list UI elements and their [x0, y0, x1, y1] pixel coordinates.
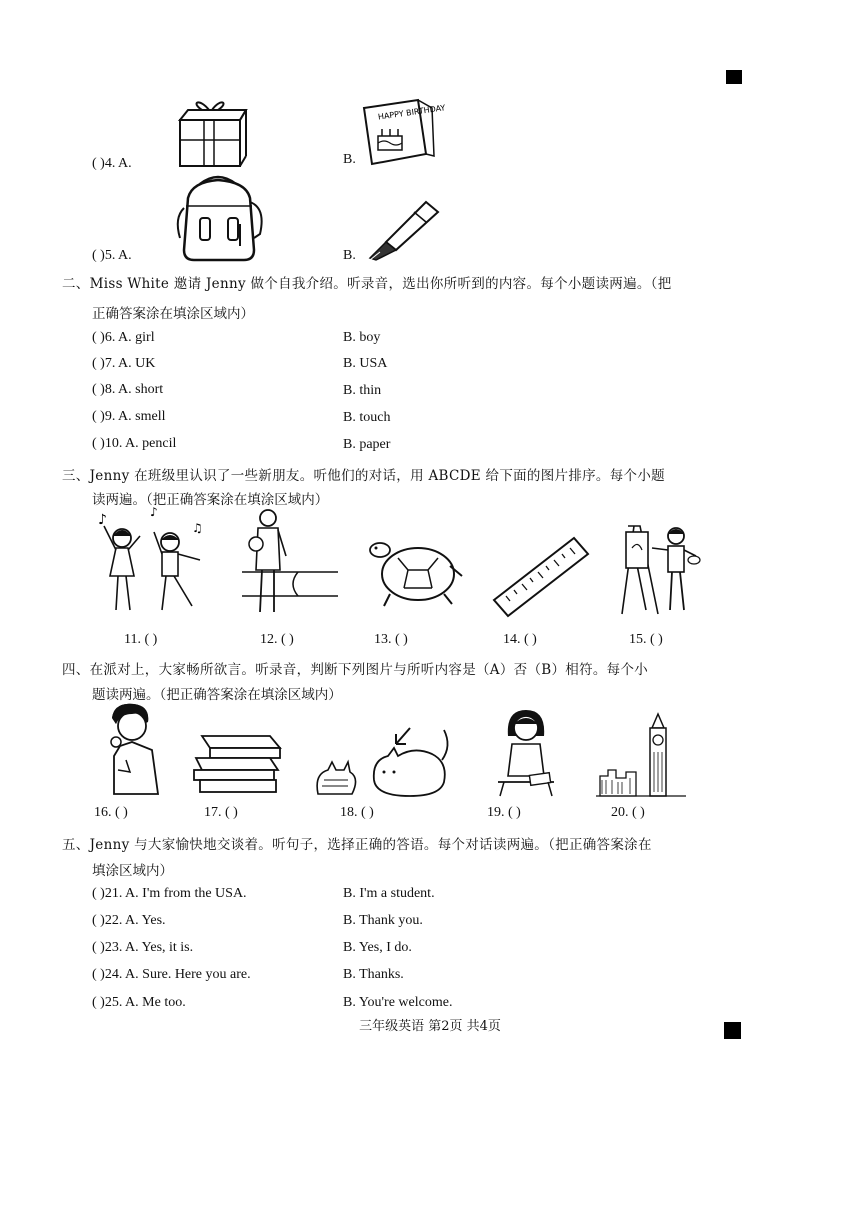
question-21-option-b: B. I'm a student.	[343, 886, 435, 901]
question-8-option-b: B. thin	[343, 383, 382, 398]
question-24: ( )24. A. Sure. Here you are.	[92, 967, 251, 982]
question-23: ( )23. A. Yes, it is.	[92, 940, 194, 955]
section-5-title: 五、Jenny 与大家愉快地交谈着。听句子，选择正确的答语。每个对话读两遍。（把正确答案涂在	[62, 837, 652, 853]
question-18: 18. ( )	[340, 805, 374, 820]
boy-with-ball-image	[238, 506, 338, 622]
question-19: 19. ( )	[487, 805, 521, 820]
question-25: ( )25. A. Me too.	[92, 995, 186, 1010]
question-14: 14. ( )	[503, 632, 537, 647]
section-5-title-cont: 填涂区域内）	[92, 863, 173, 879]
question-5: ( )5. A.	[92, 248, 132, 263]
section-4-title: 四、在派对上，大家畅所欲言。听录音，判断下列图片与所听内容是（A）否（B）相符。每个小	[62, 662, 649, 678]
question-9-option-b: B. touch	[343, 410, 391, 425]
birthday-card-image	[360, 94, 446, 166]
cats-image	[314, 720, 454, 800]
question-9: ( )9. A. smell	[92, 409, 166, 424]
fountain-pen-image	[366, 200, 442, 264]
section-2-title-cont: 正确答案涂在填涂区域内）	[92, 306, 254, 322]
section-4-title-cont: 题读两遍。（把正确答案涂在填涂区域内）	[92, 687, 342, 703]
big-ben-image	[596, 712, 688, 798]
question-24-option-b: B. Thanks.	[343, 967, 404, 982]
svg-text:♫: ♫	[192, 521, 203, 535]
question-7: ( )7. A. UK	[92, 356, 156, 371]
question-15: 15. ( )	[629, 632, 663, 647]
question-13: 13. ( )	[374, 632, 408, 647]
question-22: ( )22. A. Yes.	[92, 913, 166, 928]
question-4: ( )4. A.	[92, 156, 132, 171]
card-text: HAPPY BIRTHDAY	[377, 103, 446, 122]
question-11: 11. ( )	[124, 632, 158, 647]
svg-text:♪: ♪	[98, 512, 107, 528]
dancing-children-image	[96, 506, 216, 622]
ruler-image	[492, 536, 590, 616]
section-3-title: 三、Jenny 在班级里认识了一些新朋友。听他们的对话，用 ABCDE 给下面的图片排序。每个小题	[62, 468, 665, 484]
question-10-option-b: B. paper	[343, 437, 391, 452]
gift-box-image	[176, 98, 246, 170]
question-6: ( )6. A. girl	[92, 330, 155, 345]
turtle-image	[368, 536, 466, 612]
svg-text:♪: ♪	[150, 505, 158, 519]
books-image	[190, 732, 284, 796]
question-4-option-b: B.	[343, 152, 356, 167]
schoolbag-image	[170, 168, 270, 264]
question-7-option-b: B. USA	[343, 356, 388, 371]
question-5-option-b: B.	[343, 248, 356, 263]
question-22-option-b: B. Thank you.	[343, 913, 423, 928]
section-2-title: 二、Miss White 邀请 Jenny 做个自我介绍。听录音，选出你所听到的内容。每个小题读两遍。（把	[62, 276, 672, 292]
boy-smelling-flower-image	[104, 700, 166, 798]
boy-painting-image	[618, 520, 702, 618]
page-footer: 三年级英语 第2页 共4页	[359, 1019, 501, 1034]
question-23-option-b: B. Yes, I do.	[343, 940, 412, 955]
section-3-title-cont: 读两遍。（把正确答案涂在填涂区域内）	[92, 492, 329, 508]
scan-marker-top-right	[726, 70, 742, 84]
question-21: ( )21. A. I'm from the USA.	[92, 886, 247, 901]
question-16: 16. ( )	[94, 805, 128, 820]
girl-drawing-image	[490, 706, 562, 798]
question-10: ( )10. A. pencil	[92, 436, 177, 451]
question-20: 20. ( )	[611, 805, 645, 820]
question-8: ( )8. A. short	[92, 382, 164, 397]
question-6-option-b: B. boy	[343, 330, 381, 345]
question-12: 12. ( )	[260, 632, 294, 647]
question-17: 17. ( )	[204, 805, 238, 820]
question-25-option-b: B. You're welcome.	[343, 995, 453, 1010]
